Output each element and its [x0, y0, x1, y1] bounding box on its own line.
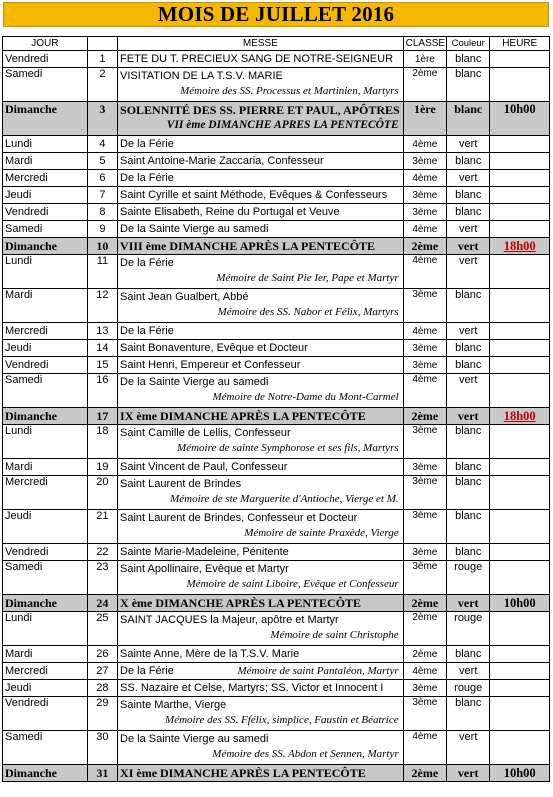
mass-cell — [118, 544, 404, 561]
day-number-cell: 15 — [87, 357, 117, 374]
time-cell — [490, 561, 550, 595]
day-name-cell: Samedi — [3, 221, 88, 238]
color-cell: blanc — [447, 187, 490, 204]
time-cell — [490, 323, 550, 340]
color-cell: blanc — [447, 476, 490, 510]
page-title: MOIS DE JUILLET 2016 — [157, 2, 395, 26]
day-name-cell: Vendredi — [3, 51, 88, 68]
class-cell: 3ème — [403, 561, 446, 595]
color-cell: blanc — [447, 204, 490, 221]
color-cell: blanc — [447, 646, 490, 663]
mass-title: De la Sainte Vierge au samedi — [120, 376, 269, 388]
mass-cell — [118, 289, 404, 323]
table-row — [3, 561, 550, 595]
class-cell: 2ème — [403, 595, 446, 612]
time-cell — [490, 476, 550, 510]
table-row — [3, 357, 550, 374]
class-cell: 4ème — [403, 221, 446, 238]
time-cell: 18h00 — [490, 238, 550, 255]
class-cell: 2ème — [403, 408, 446, 425]
time-cell — [490, 510, 550, 544]
class-cell: 1ère — [403, 51, 446, 68]
calendar-table — [2, 36, 550, 782]
time-cell — [490, 663, 550, 680]
mass-title: Saint Laurent de Brindes — [120, 478, 242, 490]
mass-cell — [118, 68, 404, 102]
mass-cell — [118, 595, 404, 612]
mass-title: Sainte Marie-Madeleine, Pénitente — [120, 546, 289, 558]
class-cell: 3ème — [403, 289, 446, 323]
mass-title: Sainte Marthe, Vierge — [120, 699, 227, 711]
color-cell: vert — [447, 765, 490, 782]
color-cell: blanc — [447, 153, 490, 170]
class-cell: 3ème — [403, 187, 446, 204]
day-name-cell: Lundi — [3, 255, 88, 289]
mass-cell — [118, 187, 404, 204]
mass-cell — [118, 731, 404, 765]
commemoration-text: Mémoire de saint Christophe — [270, 629, 399, 641]
time-cell — [490, 153, 550, 170]
commemoration-text: Mémoire des SS. Processus et Martinien, Martyrs — [180, 85, 399, 97]
day-number-cell: 31 — [87, 765, 117, 782]
mass-title: Sainte Elisabeth, Reine du Portugal et Veuve — [120, 206, 340, 218]
commemoration-text: Mémoire de saint Liboire, Evêque et Confesseur — [186, 578, 399, 590]
time-cell — [490, 374, 550, 408]
mass-title: SS. Nazaire et Celse, Martyrs; SS. Victor et Innocent I — [120, 682, 384, 694]
day-name-cell: Lundi — [3, 425, 88, 459]
day-name-cell: Lundi — [3, 136, 88, 153]
commemoration-text: VII ème DIMANCHE APRES LA PENTECÔTE — [166, 119, 399, 131]
mass-cell — [118, 136, 404, 153]
class-cell: 1ère — [403, 102, 446, 136]
table-row — [3, 510, 550, 544]
color-cell: blanc — [447, 510, 490, 544]
color-cell: blanc — [447, 544, 490, 561]
header-classe: CLASSE — [403, 37, 446, 51]
table-row — [3, 544, 550, 561]
day-number-cell: 5 — [87, 153, 117, 170]
commemoration-text: Mémoire de Saint Pie Ier, Pape et Martyr — [216, 272, 399, 284]
header-num — [87, 37, 117, 51]
time-cell — [490, 170, 550, 187]
table-row — [3, 612, 550, 646]
mass-cell — [118, 646, 404, 663]
mass-title: Saint Laurent de Brindes, Confesseur et Docteur — [120, 512, 358, 524]
commemoration-text: Mémoire de Notre-Dame du Mont-Carmel — [212, 391, 399, 403]
time-cell — [490, 680, 550, 697]
mass-title: Saint Jean Gualbert, Abbé — [120, 291, 249, 303]
mass-cell — [118, 765, 404, 782]
class-cell: 3ème — [403, 510, 446, 544]
table-row — [3, 221, 550, 238]
commemoration-text: Mémoire des SS. Nabor et Félix, Martyrs — [217, 306, 399, 318]
color-cell: vert — [447, 731, 490, 765]
commemoration-text: Mémoire de sainte Praxède, Vierge — [244, 527, 399, 539]
table-row — [3, 323, 550, 340]
class-cell: 2ème — [403, 646, 446, 663]
day-name-cell: Mercredi — [3, 170, 88, 187]
table-row — [3, 476, 550, 510]
class-cell: 3ème — [403, 544, 446, 561]
sunday-row — [3, 408, 550, 425]
day-name-cell: Mardi — [3, 153, 88, 170]
header-row — [3, 37, 550, 51]
day-name-cell: Mardi — [3, 289, 88, 323]
mass-cell — [118, 340, 404, 357]
time-cell — [490, 646, 550, 663]
mass-title: Saint Cyrille et saint Méthode, Evêques & Confesseurs — [120, 189, 388, 201]
day-number-cell: 9 — [87, 221, 117, 238]
mass-title: Sainte Anne, Mère de la T.S.V. Marie — [120, 648, 300, 660]
mass-title: De la Férie Mémoire de saint Pantaléon, Martyr — [120, 665, 399, 677]
header-jour: JOUR — [3, 37, 88, 51]
mass-title: SAINT JACQUES la Majeur, apôtre et Martyr — [120, 614, 339, 626]
mass-title: SOLENNITÉ DES SS. PIERRE ET PAUL, APÔTRES — [120, 103, 400, 117]
mass-title: VISITATION DE LA T.S.V. MARIE — [120, 70, 283, 82]
table-row — [3, 459, 550, 476]
table-row — [3, 425, 550, 459]
day-number-cell: 18 — [87, 425, 117, 459]
color-cell: rouge — [447, 561, 490, 595]
class-cell: 4ème — [403, 663, 446, 680]
mass-title: Saint Vincent de Paul, Confesseur — [120, 461, 288, 473]
day-name-cell: Dimanche — [3, 102, 88, 136]
color-cell: vert — [447, 221, 490, 238]
table-row — [3, 51, 550, 68]
color-cell: vert — [447, 170, 490, 187]
day-name-cell: Samedi — [3, 374, 88, 408]
class-cell: 2ème — [403, 765, 446, 782]
time-cell: 10h00 — [490, 765, 550, 782]
day-name-cell: Dimanche — [3, 595, 88, 612]
time-cell: 10h00 — [490, 102, 550, 136]
mass-title: De la Férie — [120, 172, 174, 184]
color-cell: blanc — [447, 357, 490, 374]
day-number-cell: 25 — [87, 612, 117, 646]
mass-cell — [118, 357, 404, 374]
mass-cell — [118, 476, 404, 510]
class-cell: 3ème — [403, 340, 446, 357]
commemoration-text: Mémoire des SS. Ffélix, simplice, Faustin et Béatrice — [165, 714, 399, 726]
mass-title: Saint Camille de Lellis, Confesseur — [120, 427, 291, 439]
class-cell: 3ème — [403, 459, 446, 476]
time-cell — [490, 340, 550, 357]
day-name-cell: Jeudi — [3, 680, 88, 697]
time-cell — [490, 544, 550, 561]
class-cell: 2ème — [403, 612, 446, 646]
color-cell: blanc — [447, 425, 490, 459]
day-name-cell: Lundi — [3, 612, 88, 646]
class-cell: 3ème — [403, 425, 446, 459]
time-cell — [490, 204, 550, 221]
sunday-row — [3, 238, 550, 255]
mass-title: IX ème DIMANCHE APRÈS LA PENTECÔTE — [120, 409, 366, 423]
mass-cell — [118, 204, 404, 221]
day-name-cell: Dimanche — [3, 408, 88, 425]
day-name-cell: Vendredi — [3, 697, 88, 731]
day-number-cell: 20 — [87, 476, 117, 510]
color-cell: vert — [447, 255, 490, 289]
time-cell: 10h00 — [490, 595, 550, 612]
day-name-cell: Vendredi — [3, 544, 88, 561]
class-cell: 4ème — [403, 170, 446, 187]
color-cell: blanc — [447, 289, 490, 323]
day-name-cell: Dimanche — [3, 765, 88, 782]
day-number-cell: 29 — [87, 697, 117, 731]
mass-cell — [118, 255, 404, 289]
day-name-cell: Vendredi — [3, 357, 88, 374]
color-cell: vert — [447, 595, 490, 612]
color-cell: blanc — [447, 68, 490, 102]
mass-title: De la Férie — [120, 138, 174, 150]
mass-cell — [118, 680, 404, 697]
color-cell: blanc — [447, 51, 490, 68]
day-number-cell: 12 — [87, 289, 117, 323]
mass-title: X ème DIMANCHE APRÈS LA PENTECÔTE — [120, 596, 362, 610]
day-number-cell: 6 — [87, 170, 117, 187]
day-number-cell: 21 — [87, 510, 117, 544]
day-number-cell: 13 — [87, 323, 117, 340]
color-cell: blanc — [447, 340, 490, 357]
color-cell: vert — [447, 408, 490, 425]
day-name-cell: Vendredi — [3, 204, 88, 221]
mass-cell — [118, 170, 404, 187]
table-row — [3, 204, 550, 221]
table-row — [3, 187, 550, 204]
mass-cell — [118, 51, 404, 68]
day-name-cell: Dimanche — [3, 238, 88, 255]
mass-title: Saint Henri, Empereur et Confesseur — [120, 359, 301, 371]
class-cell: 4ème — [403, 255, 446, 289]
class-cell: 4ème — [403, 374, 446, 408]
day-number-cell: 16 — [87, 374, 117, 408]
mass-title: De la Férie — [120, 325, 174, 337]
day-number-cell: 22 — [87, 544, 117, 561]
day-name-cell: Samedi — [3, 561, 88, 595]
mass-cell — [118, 425, 404, 459]
day-name-cell: Jeudi — [3, 510, 88, 544]
mass-cell — [118, 102, 404, 136]
table-row — [3, 289, 550, 323]
color-cell: rouge — [447, 680, 490, 697]
color-cell: rouge — [447, 612, 490, 646]
class-cell: 3ème — [403, 204, 446, 221]
calendar-rows — [3, 51, 550, 782]
commemoration-text: Mémoire de ste Marguerite d'Antioche, Vierge et M. — [170, 493, 399, 505]
day-name-cell: Samedi — [3, 731, 88, 765]
time-cell — [490, 51, 550, 68]
table-row — [3, 170, 550, 187]
commemoration-text: Mémoire de sainte Symphorose et ses fils, Martyrs — [177, 442, 399, 454]
color-cell: blanc — [447, 102, 490, 136]
mass-cell — [118, 221, 404, 238]
class-cell: 3ème — [403, 680, 446, 697]
color-cell: vert — [447, 323, 490, 340]
page-title-banner — [3, 2, 549, 27]
color-cell: vert — [447, 136, 490, 153]
table-row — [3, 663, 550, 680]
class-cell: 3ème — [403, 697, 446, 731]
day-number-cell: 26 — [87, 646, 117, 663]
mass-cell — [118, 561, 404, 595]
commemoration-text: Mémoire des SS. Abdon et Sennen, Martyr — [212, 748, 399, 760]
sunday-row — [3, 765, 550, 782]
mass-title: De la Sainte Vierge au samedi — [120, 223, 269, 235]
class-cell: 2ème — [403, 68, 446, 102]
mass-title: XI ème DIMANCHE APRÈS LA PENTECÔTE — [120, 766, 366, 780]
day-number-cell: 17 — [87, 408, 117, 425]
day-number-cell: 1 — [87, 51, 117, 68]
day-name-cell: Mercredi — [3, 323, 88, 340]
time-cell — [490, 357, 550, 374]
table-row — [3, 255, 550, 289]
class-cell: 3ème — [403, 476, 446, 510]
mass-cell — [118, 374, 404, 408]
time-cell — [490, 731, 550, 765]
mass-cell — [118, 153, 404, 170]
table-row — [3, 646, 550, 663]
day-name-cell: Jeudi — [3, 340, 88, 357]
header-couleur: Couleur — [447, 37, 490, 51]
day-name-cell: Mercredi — [3, 476, 88, 510]
mass-cell — [118, 697, 404, 731]
commemoration-text: Mémoire de saint Pantaléon, Martyr — [237, 665, 399, 677]
mass-cell — [118, 663, 404, 680]
day-number-cell: 23 — [87, 561, 117, 595]
day-name-cell: Mardi — [3, 646, 88, 663]
time-cell — [490, 221, 550, 238]
table-row — [3, 340, 550, 357]
class-cell: 3ème — [403, 153, 446, 170]
time-cell — [490, 459, 550, 476]
day-number-cell: 10 — [87, 238, 117, 255]
time-cell — [490, 187, 550, 204]
day-number-cell: 7 — [87, 187, 117, 204]
day-number-cell: 30 — [87, 731, 117, 765]
mass-cell — [118, 323, 404, 340]
day-number-cell: 28 — [87, 680, 117, 697]
table-row — [3, 731, 550, 765]
day-number-cell: 3 — [87, 102, 117, 136]
time-cell — [490, 425, 550, 459]
time-cell — [490, 697, 550, 731]
time-cell — [490, 255, 550, 289]
day-number-cell: 14 — [87, 340, 117, 357]
mass-title: De la Férie — [120, 257, 174, 269]
table-row — [3, 68, 550, 102]
class-cell: 3ème — [403, 357, 446, 374]
color-cell: vert — [447, 238, 490, 255]
mass-cell — [118, 510, 404, 544]
mass-title: FETE DU T. PRECIEUX SANG DE NOTRE-SEIGNEUR — [120, 53, 394, 65]
day-number-cell: 27 — [87, 663, 117, 680]
class-cell: 4ème — [403, 731, 446, 765]
time-cell — [490, 136, 550, 153]
day-number-cell: 4 — [87, 136, 117, 153]
time-cell — [490, 612, 550, 646]
time-cell — [490, 289, 550, 323]
day-number-cell: 24 — [87, 595, 117, 612]
day-number-cell: 19 — [87, 459, 117, 476]
mass-title: Saint Bonaventure, Evêque et Docteur — [120, 342, 308, 354]
time-cell — [490, 68, 550, 102]
table-row — [3, 697, 550, 731]
class-cell: 2ème — [403, 238, 446, 255]
mass-title: De la Sainte Vierge au samedi — [120, 733, 269, 745]
day-name-cell: Mardi — [3, 459, 88, 476]
mass-title: VIII ème DIMANCHE APRÈS LA PENTECÔTE — [120, 239, 376, 253]
mass-title: Saint Antoine-Marie Zaccaria, Confesseur — [120, 155, 324, 167]
day-number-cell: 2 — [87, 68, 117, 102]
color-cell: blanc — [447, 459, 490, 476]
mass-cell — [118, 612, 404, 646]
day-number-cell: 8 — [87, 204, 117, 221]
day-name-cell: Jeudi — [3, 187, 88, 204]
color-cell: vert — [447, 374, 490, 408]
class-cell: 4ème — [403, 136, 446, 153]
table-row — [3, 136, 550, 153]
color-cell: vert — [447, 663, 490, 680]
mass-cell — [118, 459, 404, 476]
day-name-cell: Samedi — [3, 68, 88, 102]
table-row — [3, 374, 550, 408]
color-cell: blanc — [447, 697, 490, 731]
class-cell: 4ème — [403, 323, 446, 340]
header-heure: HEURE — [490, 37, 550, 51]
table-row — [3, 153, 550, 170]
sunday-row — [3, 102, 550, 136]
day-number-cell: 11 — [87, 255, 117, 289]
mass-cell — [118, 408, 404, 425]
time-cell: 18h00 — [490, 408, 550, 425]
sunday-row — [3, 595, 550, 612]
mass-title: Saint Apollinaire, Evêque et Martyr — [120, 563, 289, 575]
header-messe: MESSE — [118, 37, 404, 51]
table-row — [3, 680, 550, 697]
day-name-cell: Mercredi — [3, 663, 88, 680]
mass-cell — [118, 238, 404, 255]
